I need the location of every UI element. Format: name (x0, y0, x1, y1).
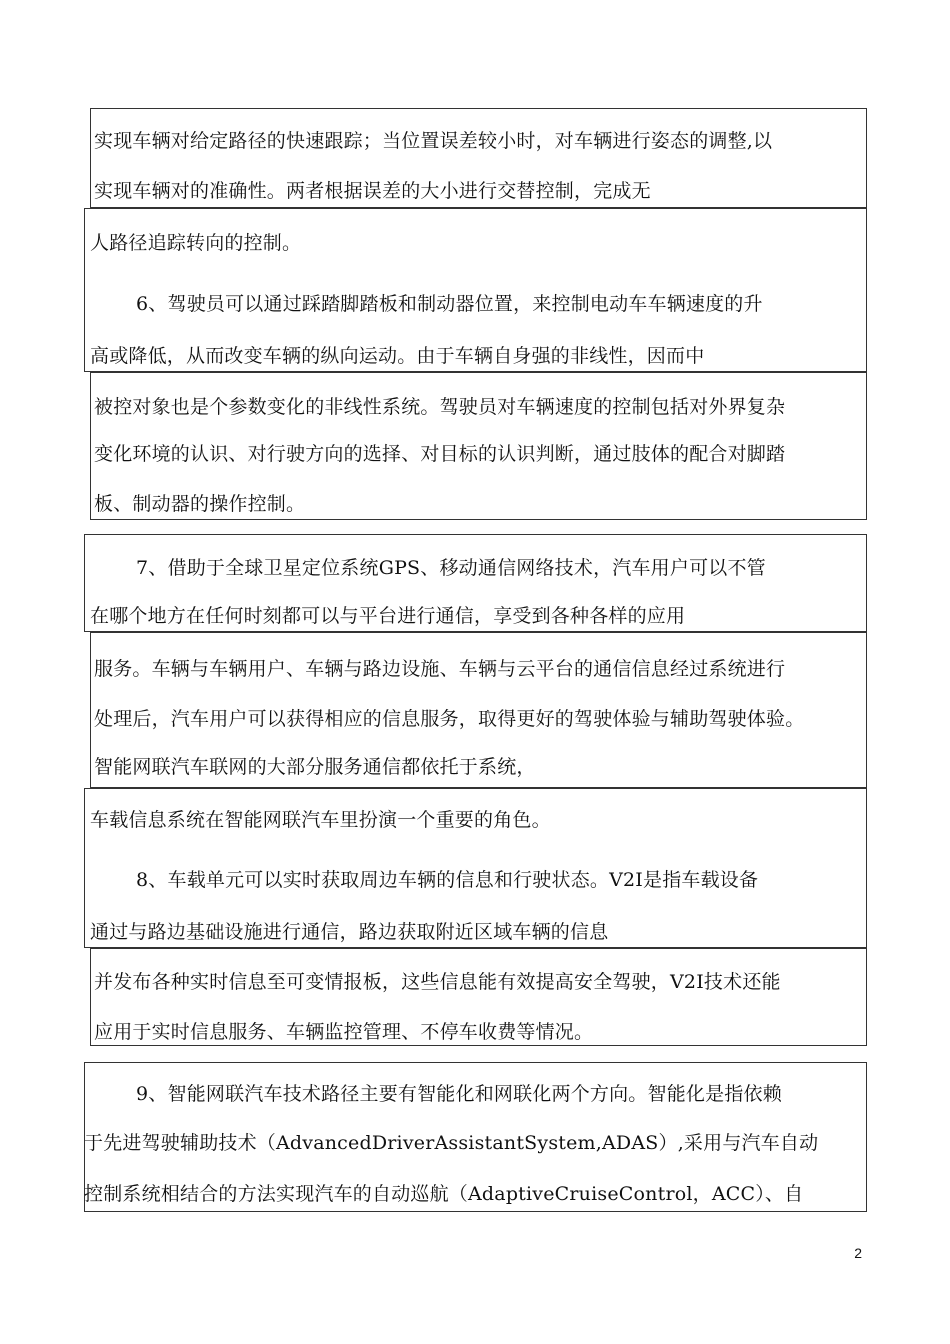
text-line-18: 应用于实时信息服务、车辆监控管理、不停车收费等情况。 (94, 1021, 594, 1043)
text-line-19: 9、智能网联汽车技术路径主要有智能化和网联化两个方向。智能化是指依赖 (136, 1083, 782, 1105)
text-line-17: 并发布各种实时信息至可变情报板，这些信息能有效提高安全驾驶，V2I技术还能 (94, 971, 781, 993)
text-line-6: 被控对象也是个参数变化的非线性系统。驾驶员对车辆速度的控制包括对外界复杂 (94, 396, 786, 418)
margin-tick (84, 834, 85, 848)
text-line-11: 服务。车辆与车辆用户、车辆与路边设施、车辆与云平台的通信信息经过系统进行 (94, 658, 786, 680)
text-line-9: 7、借助于全球卫星定位系统GPS、移动通信网络技术，汽车用户可以不管 (136, 557, 766, 579)
text-line-16: 通过与路边基础设施进行通信，路边获取附近区域车辆的信息 (90, 921, 609, 943)
page-number: 2 (854, 1245, 862, 1261)
text-line-10: 在哪个地方在任何时刻都可以与平台进行通信，享受到各种各样的应用 (90, 605, 686, 627)
text-line-2: 实现车辆对的准确性。两者根据误差的大小进行交替控制，完成无 (94, 180, 651, 202)
text-line-1: 实现车辆对给定路径的快速跟踪；当位置误差较小时，对车辆进行姿态的调整,以 (94, 130, 773, 152)
text-line-13: 智能网联汽车联网的大部分服务通信都依托于系统， (94, 756, 536, 778)
margin-tick (84, 258, 85, 272)
text-line-5: 高或降低，从而改变车辆的纵向运动。由于车辆自身强的非线性，因而中 (90, 345, 705, 367)
text-line-14: 车载信息系统在智能网联汽车里扮演一个重要的角色。 (90, 809, 551, 831)
text-line-8: 板、制动器的操作控制。 (94, 493, 306, 515)
text-line-4: 6、驾驶员可以通过踩踏脚踏板和制动器位置，来控制电动车车辆速度的升 (136, 293, 763, 315)
text-line-15: 8、车载单元可以实时获取周边车辆的信息和行驶状态。V2I是指车载设备 (136, 869, 759, 891)
text-line-20: 于先进驾驶辅助技术（AdvancedDriverAssistantSystem,ADAS）,采用与汽车自动 (84, 1132, 819, 1154)
text-line-3: 人路径追踪转向的控制。 (90, 232, 302, 254)
text-line-7: 变化环境的认识、对行驶方向的选择、对目标的认识判断，通过肢体的配合对脚踏 (94, 443, 786, 465)
text-line-21: 控制系统相结合的方法实现汽车的自动巡航（AdaptiveCruiseControl，ACC）、自 (84, 1183, 804, 1205)
text-line-12: 处理后，汽车用户可以获得相应的信息服务，取得更好的驾驶体验与辅助驾驶体验。 (94, 708, 805, 730)
